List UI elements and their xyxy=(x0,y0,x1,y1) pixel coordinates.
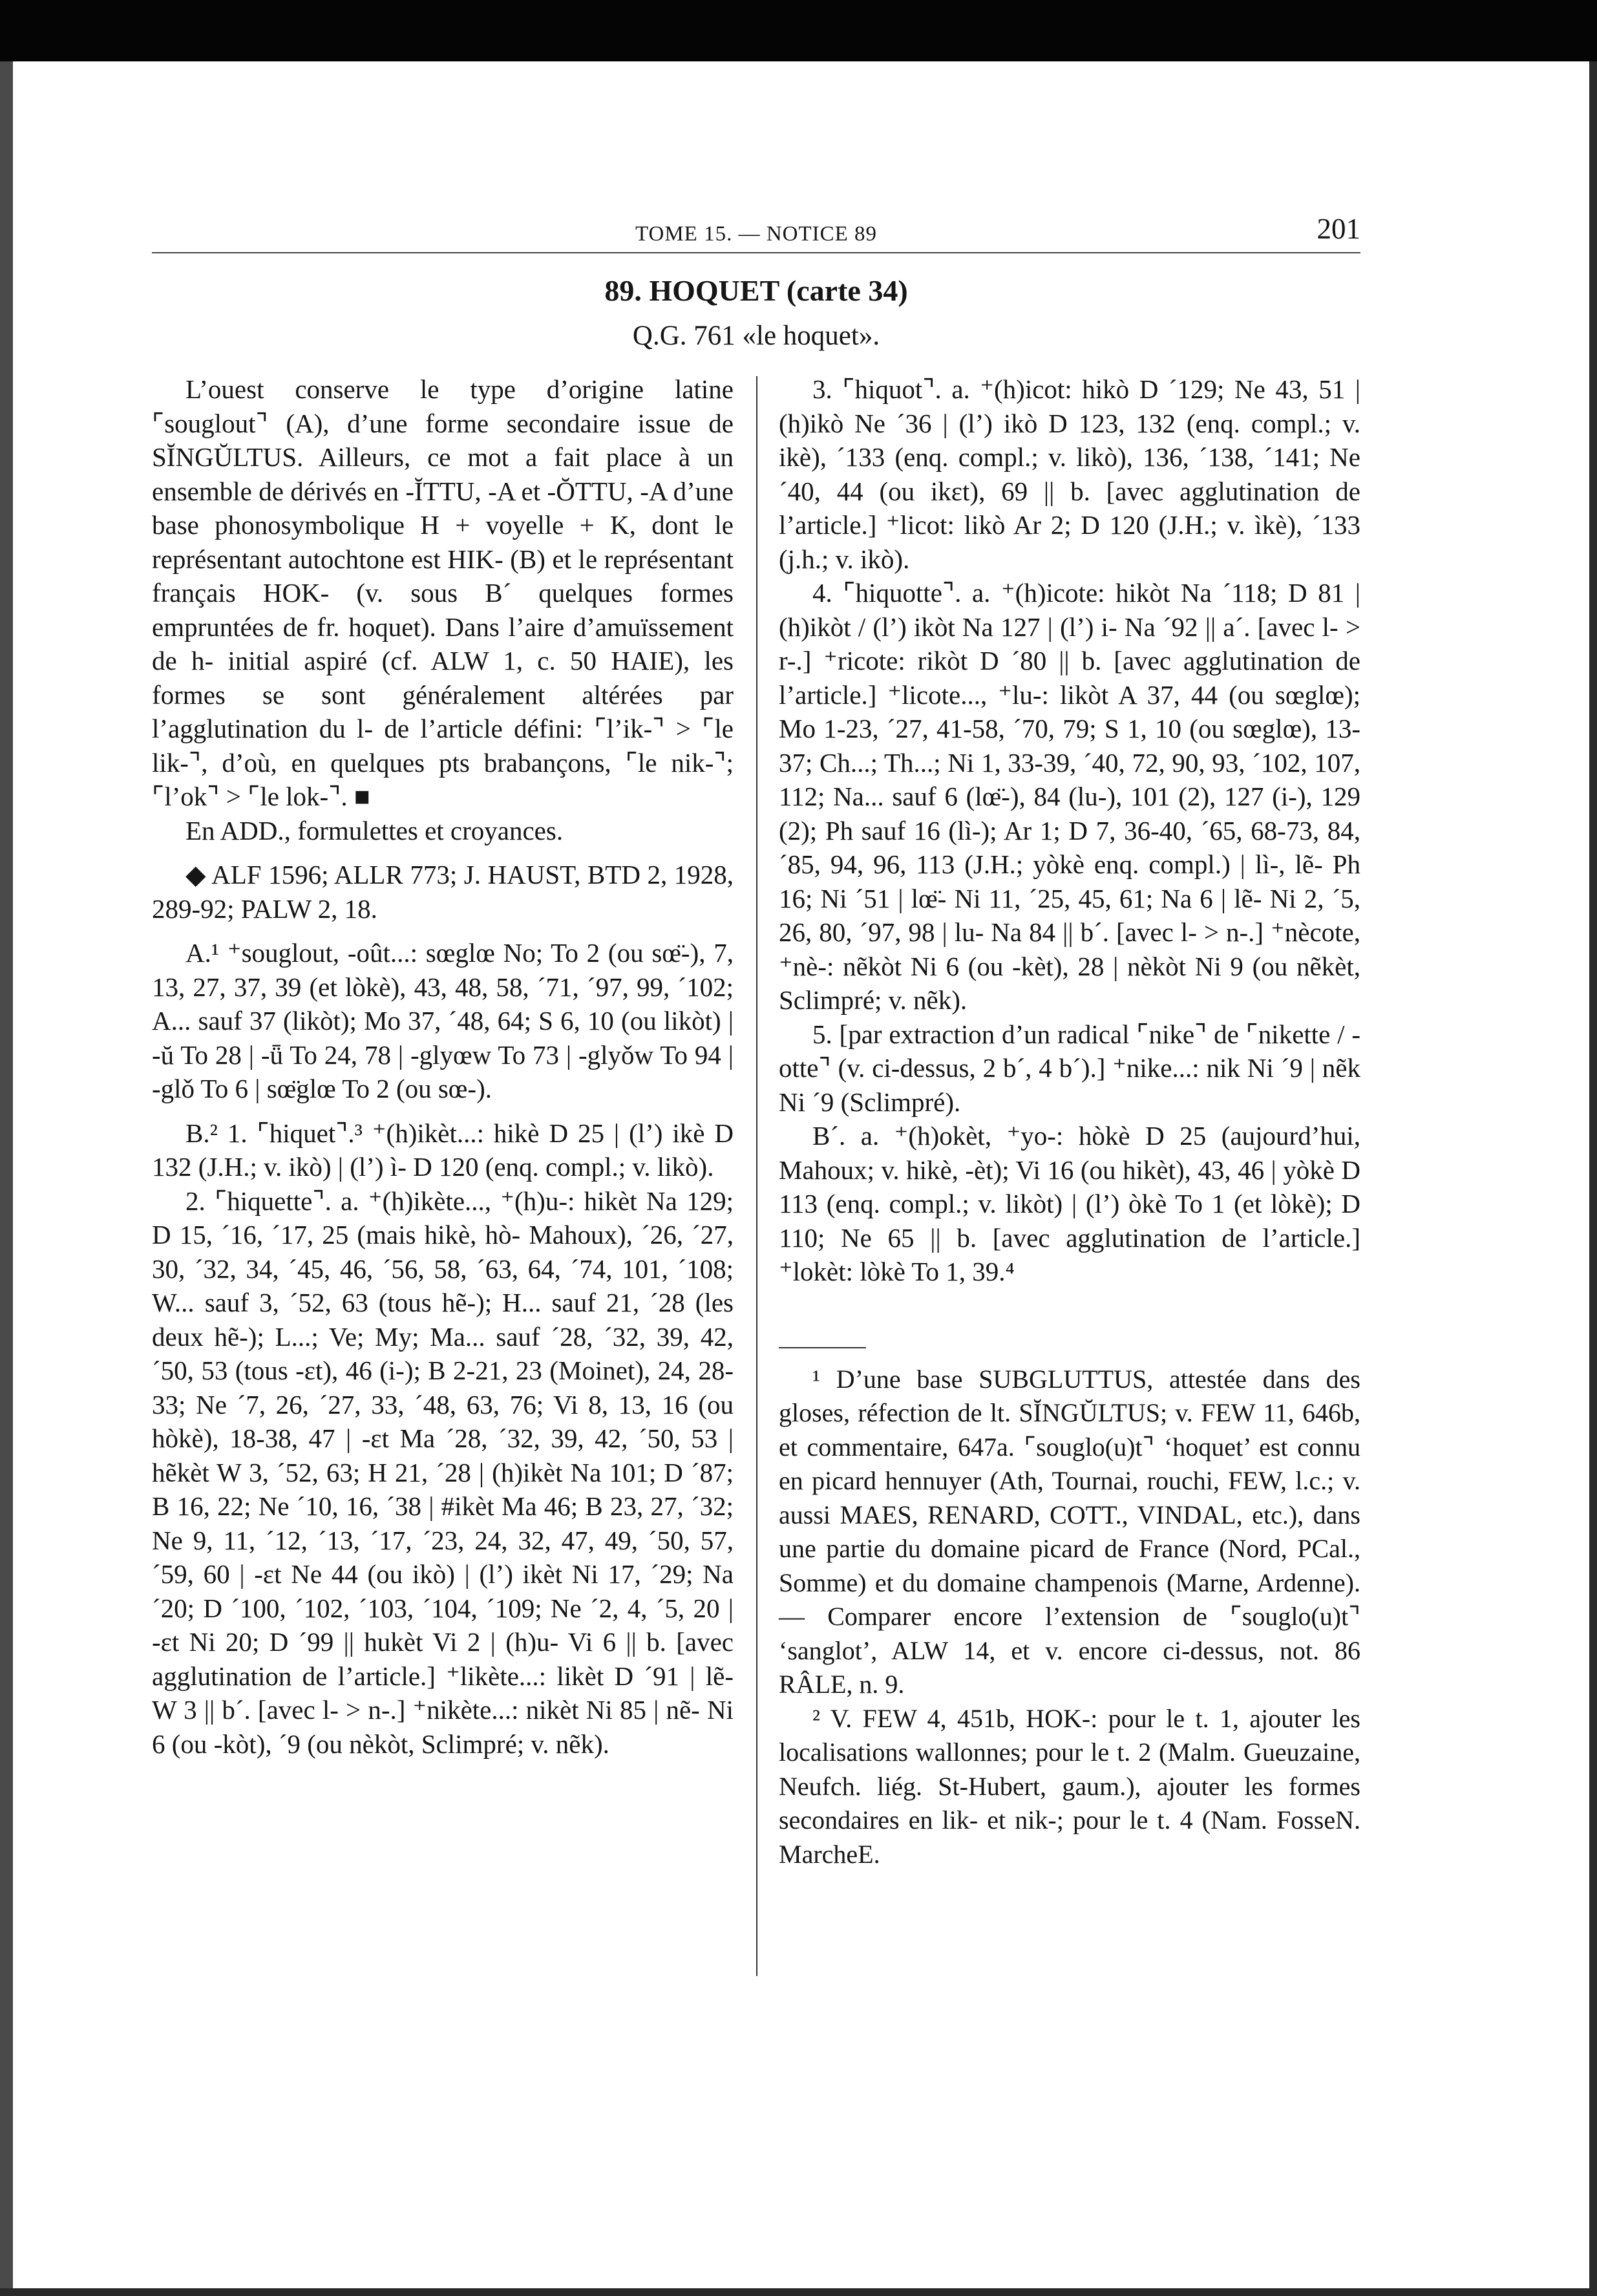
column-divider xyxy=(756,376,757,1976)
footnote-1: ¹ D’une base SUBGLUTTUS, attestée dans des gloses, réfection de lt. SĬNGŬLTUS; v. FEW 11, 646b, et commentaire, 647a. ⌜souglo(u)t⌝ ‘hoquet’ est connu en picard hennuyer (Ath, Tournai, rouchi, FEW, l.c.; v. aussi MAES, RENARD, COTT., VINDAL, etc.), dans une partie du domaine picard de France (Nord, PCal., Somme) et du domaine champenois (Marne, Ardenne). — Comparer encore l’extension de ⌜souglo(u)t⌝ ‘sanglot’, ALW 14, et v. encore ci-dessus, not. 86 RÂLE, n. 9. xyxy=(779,1364,1360,1699)
section-b1-paragraph: B.² 1. ⌜hiquet⌝.³ ⁺(h)ikèt...: hikè D 25 | (l’) ikè D 132 (J.H.; v. ikò) | (l’) ì- D 120 (enq. compl.; v. likò). xyxy=(152,1118,734,1182)
scan-border-bottom xyxy=(0,2288,1597,2296)
intro-paragraph: L’ouest conserve le type d’origine latine ⌜souglout⌝ (A), d’une forme secondaire issue de SĬNGŬLTUS. Ailleurs, ce mot a fait place à un ensemble de dérivés en -ĬTTU, -A et -ŎTTU, -A d’une base phonosymbolique H + voyelle + K, dont le représentant autochtone est HIK- (B) et le représentant français HOK- (v. sous B´ quelques formes empruntées de fr. hoquet). Dans l’aire d’amuïssement de h- initial aspiré (cf. ALW 1, c. 50 HAIE), les formes se sont généralement altérées par l’agglutination du l- de l’article défini: ⌜l’ik-⌝ > ⌜le lik-⌝, d’où, en quelques pts brabançons, ⌜le nik-⌝; ⌜l’ok⌝ > ⌜le lok-⌝. ■ xyxy=(152,374,734,811)
article-title: 89. HOQUET (carte 34) xyxy=(604,274,908,307)
running-head xyxy=(152,207,1360,253)
section-b2-paragraph: 2. ⌜hiquette⌝. a. ⁺(h)ikète..., ⁺(h)u-: hikèt Na 129; D 15, ´16, ´17, 25 (mais hikè, hò- Mahoux), ´26, ´27, 30, ´32, 34, ´45, 46, ´56, 58, ´63, 64, ´74, 101, ´108; W... sauf 3, ´52, 63 (tous hẽ-); H... sauf 21, ´28 (les deux hẽ-); L...; Ve; My; Ma... sauf ´28, ´32, 39, 42, ´50, 53 (tous -ɛt), 46 (i-); B 2-21, 23 (Moinet), 24, 28-33; Ne ´7, 26, ´27, 33, ´48, 63, 76; Vi 8, 13, 16 (ou hòkè), 18-38, 47 | -ɛt Ma ´28, ´32, 39, 42, ´50, 53 | hẽkèt W 3, ´52, 63; H 21, ´28 | (h)ikèt Na 101; D ´87; B 16, 22; Ne ´10, 16, ´38 | #ikèt Ma 46; B 23, 27, ´32; Ne 9, 11, ´12, ´13, ´17, ´23, 24, 32, 47, 49, ´50, 57, ´59, 60 | -ɛt Ne 44 (ou ikò) | (l’) ikèt Ni 17, ´29; Na ´20; D ´100, ´102, ´103, ´104, ´109; Ne ´2, 4, ´5, 20 | -ɛt Ni 20; D ´99 || hukèt Vi 2 | (h)u- Vi 6 || b. [avec agglutination de l’article.] ⁺likète...: likèt D ´91 | lẽ- W 3 || b´. [avec l- > n-.] ⁺nikète...: nikèt Ni 85 | nẽ- Ni 6 (ou -kòt), ´9 (ou nèkòt, Sclimpré; v. nẽk). xyxy=(152,1185,734,1759)
footnote-2: ² V. FEW 4, 451b, HOK-: pour le t. 1, ajouter les localisations wallonnes; pour le t. 2 (Malm. Gueuzaine, Neufch. liég. St-Hubert, gaum.), ajouter les formes secondaires en lik- et nik-; pour le t. 4 (Nam. FosseN. MarcheE. xyxy=(779,1703,1360,1869)
questionnaire-reference: Q.G. 761 «le hoquet». xyxy=(632,321,880,351)
scan-border-top xyxy=(0,0,1597,61)
right-column xyxy=(779,372,1360,1871)
scan-border-left xyxy=(0,61,13,2296)
page xyxy=(152,207,1360,1869)
section-b5-paragraph: 5. [par extraction d’un radical ⌜nike⌝ de ⌜nikette / -otte⌝ (v. ci-dessus, 2 b´, 4 b´).] ⁺nike...: nik Ni ´9 | nẽk Ni ´9 (Sclimpré). xyxy=(779,1019,1360,1117)
references-paragraph: ◆ ALF 1596; ALLR 773; J. HAUST, BTD 2, 1928, 289-92; PALW 2, 18. xyxy=(152,860,734,924)
addenda-paragraph: En ADD., formulettes et croyances. xyxy=(185,815,564,845)
left-column xyxy=(152,372,734,1761)
page-number: 201 xyxy=(1317,213,1360,245)
section-a-paragraph: A.¹ ⁺souglout, -oût...: sœglœ No; To 2 (ou sœ̈-), 7, 13, 27, 37, 39 (et lòkè), 43, 48, 58, ´71, ´97, 99, ´102; A... sauf 37 (likòt); Mo 37, ´48, 64; S 6, 10 (ou likòt) | -ŭ To 28 | -ǖ To 24, 78 | -glyœw To 73 | -glyǒw To 94 | -glǒ To 6 | sœ̈glœ To 2 (ou sœ-). xyxy=(152,938,734,1103)
section-b-prime-paragraph: B´. a. ⁺(h)okèt, ⁺yo-: hòkè D 25 (aujourd’hui, Mahoux; v. hikè, -èt); Vi 16 (ou hikèt), 43, 46 | yòkè D 113 (enq. compl.; v. likòt) | (l’) òkè To 1 (et lòkè); D 110; Ne 65 || b. [avec agglutination de l’article.] ⁺lokèt: lòkè To 1, 39.⁴ xyxy=(779,1121,1360,1286)
footnote-rule xyxy=(779,1347,866,1348)
section-b4-paragraph: 4. ⌜hiquotte⌝. a. ⁺(h)icote: hikòt Na ´118; D 81 | (h)ikòt / (l’) ikòt Na 127 | (l’) i- Na ´92 || a´. [avec l- > r-.] ⁺ricote: rikòt D ´80 || b. [avec agglutination de l’article.] ⁺licote..., ⁺lu-: likòt A 37, 44 (ou sœglœ); Mo 1-23, ´27, 41-58, ´70, 79; S 1, 10 (ou sœglœ), 13-37; Ch...; Th...; Ni 1, 33-39, ´40, 72, 90, 93, ´102, 107, 112; Na... sauf 6 (lœ̈-), 84 (lu-), 101 (2), 127 (i-), 129 (2); Ph sauf 16 (lì-); Ar 1; D 7, 36-40, ´65, 68-73, 84, ´85, 94, 96, 113 (J.H.; yòkè enq. compl.) | lì-, lẽ- Ph 16; Ni ´51 | lœ̈- Ni 11, ´25, 45, 61; Na 6 | lẽ- Ni 2, ´5, 26, 80, ´97, 98 | lu- Na 84 || b´. [avec l- > n-.] ⁺nècote, ⁺nè-: nẽkòt Ni 6 (ou -kèt), 28 | nèkòt Ni 9 (ou nẽkèt, Sclimpré; v. nẽk). xyxy=(779,578,1360,1015)
running-title: TOME 15. — NOTICE 89 xyxy=(635,222,878,246)
scan-border-right xyxy=(1589,61,1597,2296)
section-b3-paragraph: 3. ⌜hiquot⌝. a. ⁺(h)icot: hikò D ´129; Ne 43, 51 | (h)ikò Ne ´36 | (l’) ikò D 123, 132 (enq. compl.; v. ikè), ´133 (enq. compl.; v. likò), 136, ´138, ´141; Ne ´40, 44 (ou ikɛt), 69 || b. [avec agglutination de l’article.] ⁺licot: likò Ar 2; D 120 (J.H.; v. ìkè), ´133 (j.h.; v. ikò). xyxy=(779,374,1360,574)
